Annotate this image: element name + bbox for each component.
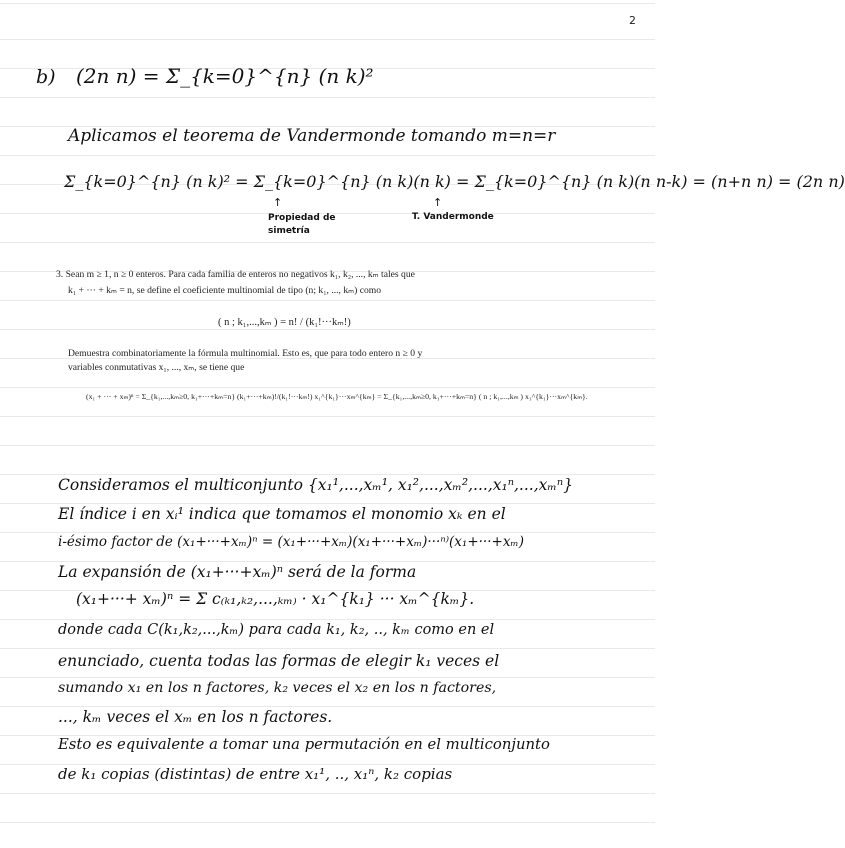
solution-line-3: i-ésimo factor de (x₁+···+xₘ)ⁿ = (x₁+···+xₘ)(x₁+···+xₘ)···ⁿ⁾(x₁+···+xₘ) [58, 534, 524, 550]
part-b-derivation: Σ_{k=0}^{n} (n k)² = Σ_{k=0}^{n} (n k)(n k) = Σ_{k=0}^{n} (n k)(n n-k) = (n+n n) = (2n n) [64, 172, 845, 191]
problem3-line1: 3. Sean m ≥ 1, n ≥ 0 enteros. Para cada familia de enteros no negativos k₁, k₂, ..., kₘ tales que [56, 269, 415, 280]
note-vandermonde: T. Vandermonde [412, 212, 494, 222]
part-b-label: b) [36, 66, 56, 88]
solution-line-8: sumando x₁ en los n factores, k₂ veces el x₂ en los n factores, [58, 680, 497, 696]
solution-line-7: enunciado, cuenta todas las formas de elegir k₁ veces el [58, 652, 500, 670]
note-symmetry: Propiedad de simetría [268, 213, 336, 236]
part-b-line1: Aplicamos el teorema de Vandermonde tomando m=n=r [68, 126, 556, 146]
arrow-up-icon: ↑ [273, 196, 283, 209]
problem3-line4: variables conmutativas x₁, ..., xₘ, se tiene que [68, 362, 245, 373]
arrow-up-icon: ↑ [433, 196, 443, 209]
part-b-identity: (2n n) = Σ_{k=0}^{n} (n k)² [76, 64, 374, 88]
problem3-formula: (x₁ + ··· + xₘ)ⁿ = Σ_{k₁,...,kₘ≥0, k₁+···+kₘ=n} (k₁+···+kₘ)!/(k₁!···kₘ!) x₁^{k₁}···xₘ^{kₘ} = Σ_{k₁,...,kₘ≥0, k₁+···+kₘ=n} ( n ; k₁,...,kₘ ) x₁^{k₁}···xₘ^{kₘ}. [86, 392, 588, 401]
solution-line-1: Consideramos el multiconjunto {x₁¹,...,xₘ¹, x₁²,...,xₘ²,...,x₁ⁿ,...,xₘⁿ} [58, 476, 574, 494]
solution-line-9: ..., kₘ veces el xₘ en los n factores. [58, 708, 333, 726]
solution-line-2: El índice i en xᵢ¹ indica que tomamos el monomio xₖ en el [58, 505, 506, 523]
problem3-definition: ( n ; k₁,...,kₘ ) = n! / (k₁!···kₘ!) [218, 317, 351, 328]
page-number: 2 [629, 14, 636, 27]
solution-line-4: La expansión de (x₁+···+xₘ)ⁿ será de la forma [58, 563, 417, 581]
problem3-line3: Demuestra combinatoriamente la fórmula multinomial. Esto es, que para todo entero n ≥ 0 y [68, 348, 423, 359]
solution-line-10: Esto es equivalente a tomar una permutación en el multiconjunto [58, 736, 550, 753]
problem3-line2: k₁ + ··· + kₘ = n, se define el coeficiente multinomial de tipo (n; k₁, ..., kₘ) como [68, 285, 382, 296]
solution-line-5: (x₁+···+ xₘ)ⁿ = Σ c₍ₖ₁,ₖ₂,...,ₖₘ₎ · x₁^{k₁} ··· xₘ^{kₘ}. [76, 590, 475, 608]
solution-line-6: donde cada C(k₁,k₂,...,kₘ) para cada k₁, k₂, .., kₘ como en el [58, 622, 495, 638]
solution-line-11: de k₁ copias (distintas) de entre x₁¹, .., x₁ⁿ, k₂ copias [58, 765, 453, 783]
